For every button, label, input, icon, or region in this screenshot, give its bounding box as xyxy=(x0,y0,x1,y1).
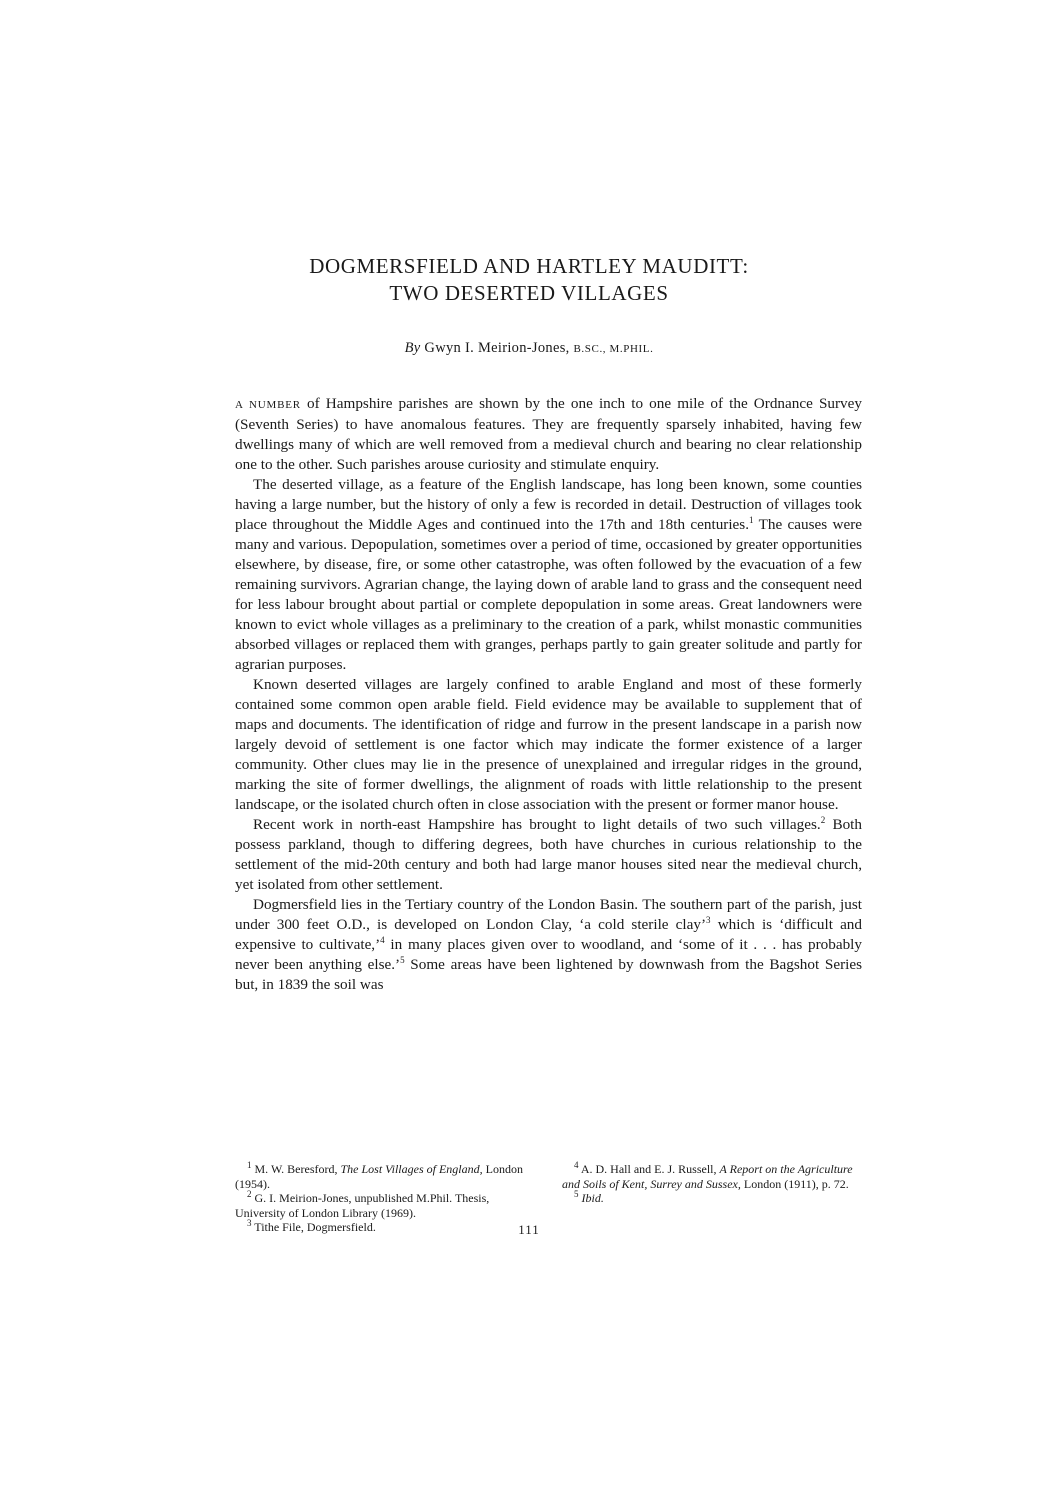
footnote-ref: 4 xyxy=(380,934,385,945)
author-name: Gwyn I. Meirion-Jones, xyxy=(424,340,570,356)
footnote-title: A Report on the Agriculture and Soils of Kent, Surrey and Sussex, xyxy=(562,1162,853,1191)
footnote-text: A. D. Hall and E. J. Russell, xyxy=(578,1162,720,1176)
footnote-1 xyxy=(235,1162,535,1191)
footnote-text: M. W. Beresford, xyxy=(251,1162,341,1176)
title-line-2: TWO DESERTED VILLAGES xyxy=(389,281,669,305)
paragraph-text: Dogmersfield lies in the Tertiary country of the London Basin. The southern part of the parish, just under 300 feet O.D., is developed on London Clay, ‘a cold sterile clay’ xyxy=(235,896,862,933)
footnote-text: Ibid. xyxy=(578,1191,604,1205)
byline xyxy=(0,340,1058,357)
paragraph-5 xyxy=(235,895,862,995)
footnote-4 xyxy=(562,1162,862,1191)
article-title xyxy=(0,253,1058,307)
paragraph-text: Recent work in north-east Hampshire has brought to light details of two such villages. xyxy=(253,816,821,833)
article-body xyxy=(235,394,862,995)
footnote-text: London (1911), p. 72. xyxy=(740,1176,849,1191)
lead-in: A NUMBER xyxy=(235,399,301,411)
paragraph-4 xyxy=(235,815,862,895)
paragraph-text: of Hampshire parishes are shown by the one inch to one mile of the Ordnance Survey (Seventh Series) to have anomalous features. They are frequently sparsely inhabited, having few dwellings many of which are well removed from a medieval church and bearing no clear relationship one to the other. Such parishes arouse curiosity and stimulate enquiry. xyxy=(235,395,862,473)
paragraph-text: which is ‘difficult and expensive to cultivate,’ xyxy=(235,916,862,953)
footnote-text: G. I. Meirion-Jones, unpublished M.Phil. Thesis, University of London Library (1969). xyxy=(235,1191,490,1220)
title-line-1: DOGMERSFIELD AND HARTLEY MAUDITT: xyxy=(309,254,749,278)
paragraph-text: Some areas have been lightened by downwash from the Bagshot Series but, in 1839 the soil was xyxy=(235,956,863,993)
footnote-text: Tithe File, Dogmersfield. xyxy=(251,1220,376,1234)
footnote-ref: 2 xyxy=(820,814,826,825)
byline-by: By xyxy=(404,340,421,356)
paragraph-text: in many places given over to woodland, and ‘some of it . . . has probably never been anything else.’ xyxy=(235,936,862,973)
footnote-ref: 1 xyxy=(749,514,754,525)
paragraph-1 xyxy=(235,394,862,475)
footnote-2 xyxy=(235,1191,535,1220)
footnote-number: 1 xyxy=(247,1160,252,1170)
paragraph-text: The deserted village, as a feature of the English landscape, has long been known, some counties having a large number, but the history of only a few is recorded in detail. Destruction of villages took place throughout the Middle Ages and continued into the 17th and 18th centuries. xyxy=(235,476,862,533)
footnote-number: 4 xyxy=(574,1160,579,1170)
footnote-title: The Lost Villages of England, xyxy=(340,1162,483,1176)
author-degrees: B.SC., M.PHIL. xyxy=(573,343,654,355)
paragraph-3 xyxy=(235,675,862,815)
footnote-ref: 5 xyxy=(400,954,405,965)
footnote-number: 2 xyxy=(247,1189,252,1199)
footnote-text: London (1954). xyxy=(235,1162,523,1191)
page-number: 111 xyxy=(518,1222,540,1237)
paragraph-text: Both possess parkland, though to differing degrees, both have churches in curious relationship to the settlement of the mid-20th century and both had large manor houses sited near the medieval church, yet isolated from other settlement. xyxy=(235,816,862,893)
paragraph-2 xyxy=(235,475,862,675)
footnote-number: 3 xyxy=(247,1218,252,1228)
footnote-5 xyxy=(562,1191,862,1206)
paragraph-text: The causes were many and various. Depopulation, sometimes over a period of time, occasioned by greater opportunities elsewhere, by disease, fire, or some other catastrophe, was often followed by the evacuation of a few remaining survivors. Agrarian change, the laying down of arable land to grass and the consequent need for less labour brought about partial or complete depopulation in some areas. Great landowners were known to evict whole villages as a preliminary to the creation of a park, whilst monastic communities absorbed villages or replaced them with granges, perhaps partly to gain greater solitude and partly for agrarian purposes. xyxy=(235,516,862,673)
paragraph-text: Known deserted villages are largely confined to arable England and most of these formerly contained some common open arable field. Field evidence may be available to supplement that of maps and documents. The identification of ridge and furrow in the present landscape in a parish now largely devoid of settlement is one factor which may indicate the former existence of a larger community. Other clues may lie in the presence of unexplained and irregular ridges in the ground, marking the site of former dwellings, the alignment of roads with little relationship to the present landscape, or the isolated church often in close association with the present or former manor house. xyxy=(235,676,862,813)
footnote-ref: 3 xyxy=(706,914,711,925)
footnote-number: 5 xyxy=(574,1189,579,1199)
